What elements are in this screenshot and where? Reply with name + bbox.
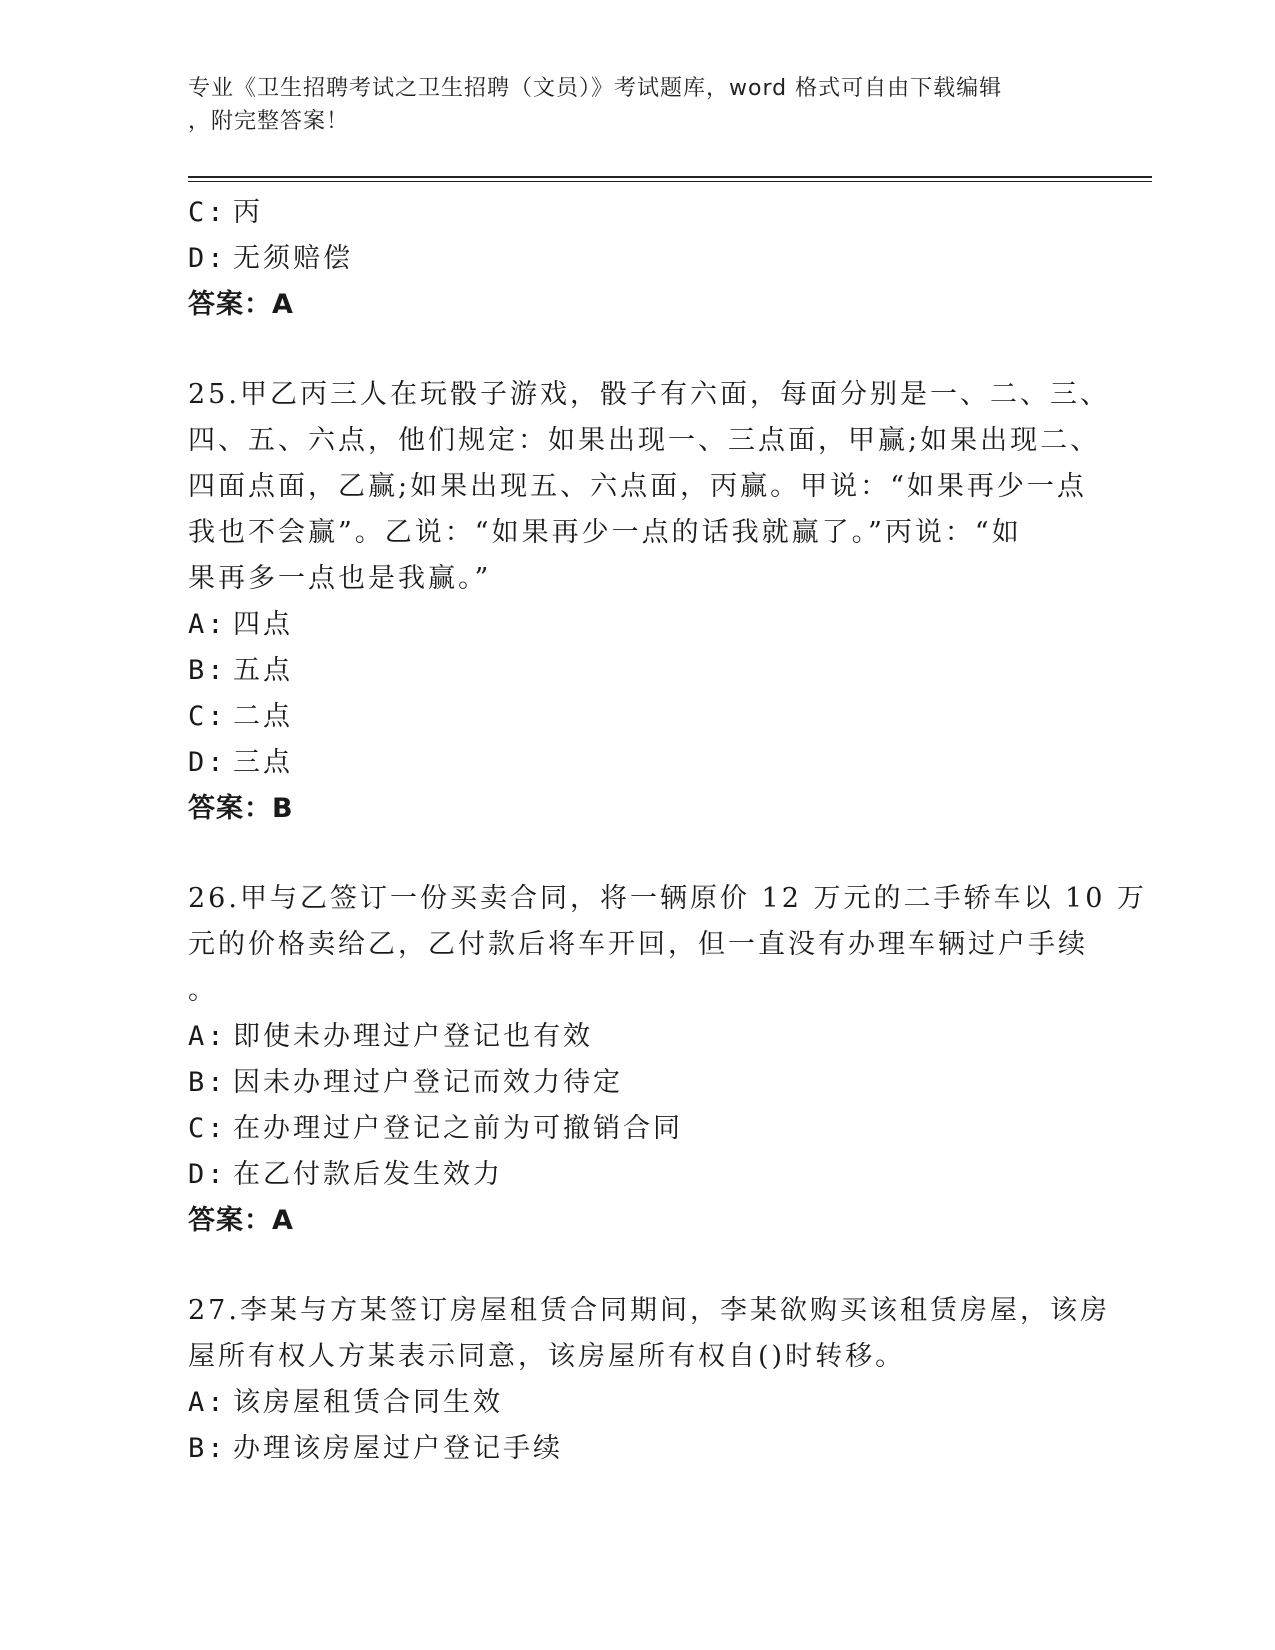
- option-d: [188, 236, 1088, 282]
- option-key: B:: [188, 1067, 227, 1098]
- header-line-1: 专业《卫生招聘考试之卫生招聘（文员）》考试题库，word 格式可自由下载编辑: [188, 76, 1003, 101]
- question-stem-line: 屋所有权人方某表示同意，该房屋所有权自()时转移。: [188, 1341, 906, 1372]
- question-stem-line: 果再多一点也是我赢。”: [188, 563, 492, 594]
- option-text: 四点: [233, 609, 293, 640]
- option-key: B:: [188, 1433, 227, 1464]
- option-key: D:: [188, 1159, 227, 1190]
- question-stem-line: 四面点面，乙赢;如果出现五、六点面，丙赢。甲说：“如果再少一点: [188, 471, 1087, 502]
- question-27: [188, 1288, 1110, 1472]
- option-key: C:: [188, 197, 227, 228]
- option-text: 丙: [233, 197, 263, 228]
- question-stem-line: 26.甲与乙签订一份买卖合同，将一辆原价 12 万元的二手轿车以 10 万: [188, 883, 1147, 914]
- option-text: 该房屋租赁合同生效: [233, 1387, 503, 1418]
- option-key: A:: [188, 609, 227, 640]
- question-stem-line: 。: [188, 975, 218, 1006]
- option-b: [188, 1426, 1088, 1472]
- option-text: 即使未办理过户登记也有效: [233, 1021, 593, 1052]
- option-c: [188, 694, 1088, 740]
- option-text: 在乙付款后发生效力: [233, 1159, 503, 1190]
- option-key: B:: [188, 655, 227, 686]
- option-text: 无须赔偿: [233, 243, 353, 274]
- option-d: [188, 1152, 1088, 1198]
- option-text: 二点: [233, 701, 293, 732]
- question-stem-line: 27.李某与方某签订房屋租赁合同期间，李某欲购买该租赁房屋，该房: [188, 1295, 1110, 1326]
- option-key: C:: [188, 1113, 227, 1144]
- option-text: 五点: [233, 655, 293, 686]
- header-divider-thick: [188, 176, 1152, 178]
- option-c: [188, 190, 1088, 236]
- option-text: 三点: [233, 747, 293, 778]
- option-a: [188, 602, 1088, 648]
- header-divider-thin: [188, 181, 1152, 182]
- question-stem-line: 25.甲乙丙三人在玩骰子游戏，骰子有六面，每面分别是一、二、三、: [188, 379, 1110, 410]
- option-a: [188, 1380, 1088, 1426]
- option-key: A:: [188, 1387, 227, 1418]
- question-stem-line: 元的价格卖给乙，乙付款后将车开回，但一直没有办理车辆过户手续: [188, 929, 1088, 960]
- option-key: A:: [188, 1021, 227, 1052]
- option-c: [188, 1106, 1088, 1152]
- option-a: [188, 1014, 1088, 1060]
- option-key: D:: [188, 243, 227, 274]
- answer-label: 答案：B: [188, 793, 294, 824]
- answer-label: 答案：A: [188, 289, 294, 320]
- option-b: [188, 1060, 1088, 1106]
- answer-label: 答案：A: [188, 1205, 294, 1236]
- option-text: 在办理过户登记之前为可撤销合同: [233, 1113, 683, 1144]
- option-key: C:: [188, 701, 227, 732]
- question-content: [188, 190, 1147, 1472]
- header-line-2: ，附完整答案！: [188, 109, 350, 134]
- question-25: [188, 372, 1110, 832]
- option-d: [188, 740, 1088, 786]
- option-key: D:: [188, 747, 227, 778]
- option-b: [188, 648, 1088, 694]
- option-text: 因未办理过户登记而效力待定: [233, 1067, 623, 1098]
- document-header: [188, 72, 1068, 138]
- prev-question: [188, 190, 1088, 328]
- question-26: [188, 876, 1147, 1244]
- question-stem-line: 我也不会赢”。乙说：“如果再少一点的话我就赢了。”丙说：“如: [188, 517, 1022, 548]
- option-text: 办理该房屋过户登记手续: [233, 1433, 563, 1464]
- question-stem-line: 四、五、六点，他们规定：如果出现一、三点面，甲赢;如果出现二、: [188, 425, 1101, 456]
